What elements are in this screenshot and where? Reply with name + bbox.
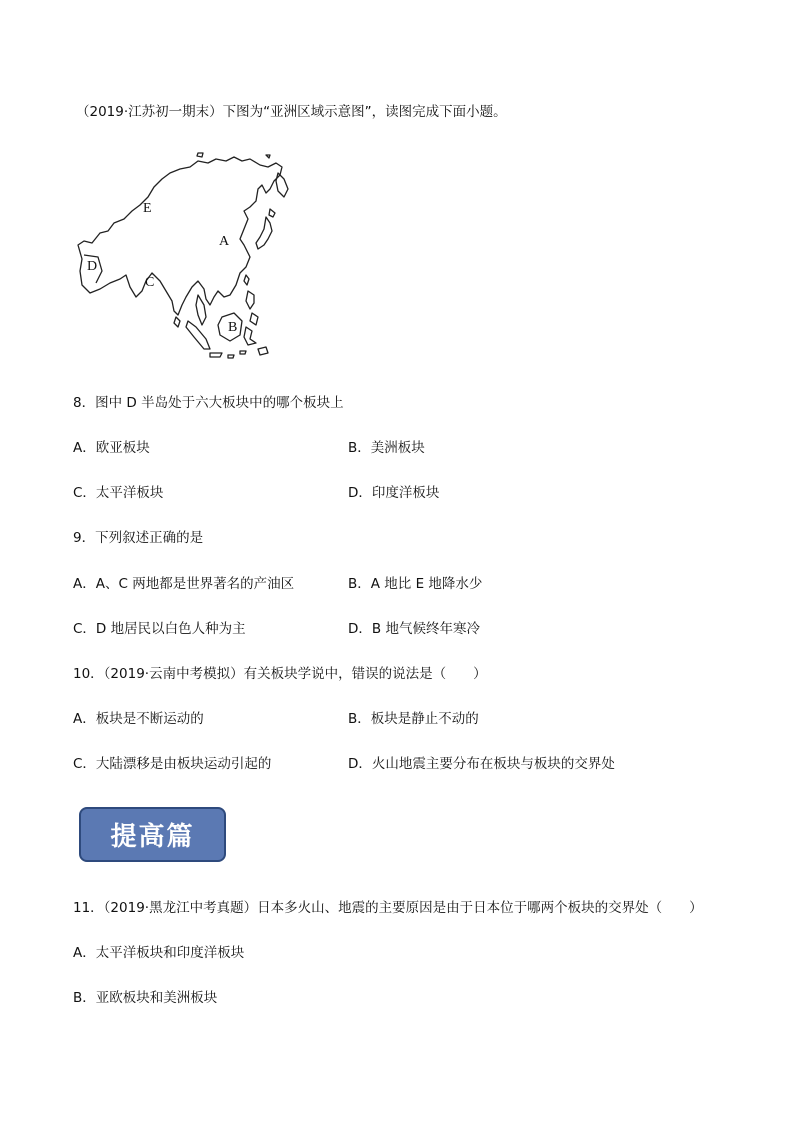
section-badge-advanced	[79, 807, 226, 862]
map-label-a: A	[219, 234, 230, 249]
map-label-e: E	[143, 201, 152, 216]
question-9-stem: 9．下列叙述正确的是	[73, 530, 204, 546]
question-9-option-a[interactable]: A．A、C 两地都是世界著名的产油区	[73, 576, 295, 592]
question-8-option-d[interactable]: D．印度洋板块	[348, 485, 440, 501]
question-10-option-d[interactable]: D．火山地震主要分布在板块与板块的交界处	[348, 756, 615, 772]
map-label-b: B	[228, 320, 238, 335]
question-8-option-a[interactable]: A．欧亚板块	[73, 440, 150, 456]
question-10-option-b[interactable]: B．板块是静止不动的	[348, 711, 479, 727]
question-10-option-c[interactable]: C．大陆漂移是由板块运动引起的	[73, 756, 272, 772]
question-8-option-b[interactable]: B．美洲板块	[348, 440, 425, 456]
question-8-option-c[interactable]: C．太平洋板块	[73, 485, 164, 501]
section-badge-label: 提高篇	[110, 822, 195, 852]
question-9-option-d[interactable]: D．B 地气候终年寒冷	[348, 621, 480, 637]
question-11-stem: 11．（2019·黑龙江中考真题）日本多火山、地震的主要原因是由于日本位于哪两个板块的交界处（ ）	[73, 900, 703, 916]
map-label-c: C	[145, 275, 155, 290]
question-10-option-a[interactable]: A．板块是不断运动的	[73, 711, 204, 727]
map-label-d: D	[87, 259, 98, 274]
intro-text: （2019·江苏初一期末）下图为“亚洲区域示意图”，读图完成下面小题。	[76, 104, 507, 120]
question-9-option-c[interactable]: C．D 地居民以白色人种为主	[73, 621, 246, 637]
question-11-option-a[interactable]: A．太平洋板块和印度洋板块	[73, 945, 245, 961]
asia-outline-figure	[70, 145, 300, 365]
question-9-option-b[interactable]: B．A 地比 E 地降水少	[348, 576, 483, 592]
question-11-option-b[interactable]: B．亚欧板块和美洲板块	[73, 990, 218, 1006]
asia-region-map	[70, 145, 300, 365]
question-10-stem: 10．（2019·云南中考模拟）有关板块学说中，错误的说法是（ ）	[73, 666, 487, 682]
question-8-stem: 8．图中 D 半岛处于六大板块中的哪个板块上	[73, 395, 344, 411]
